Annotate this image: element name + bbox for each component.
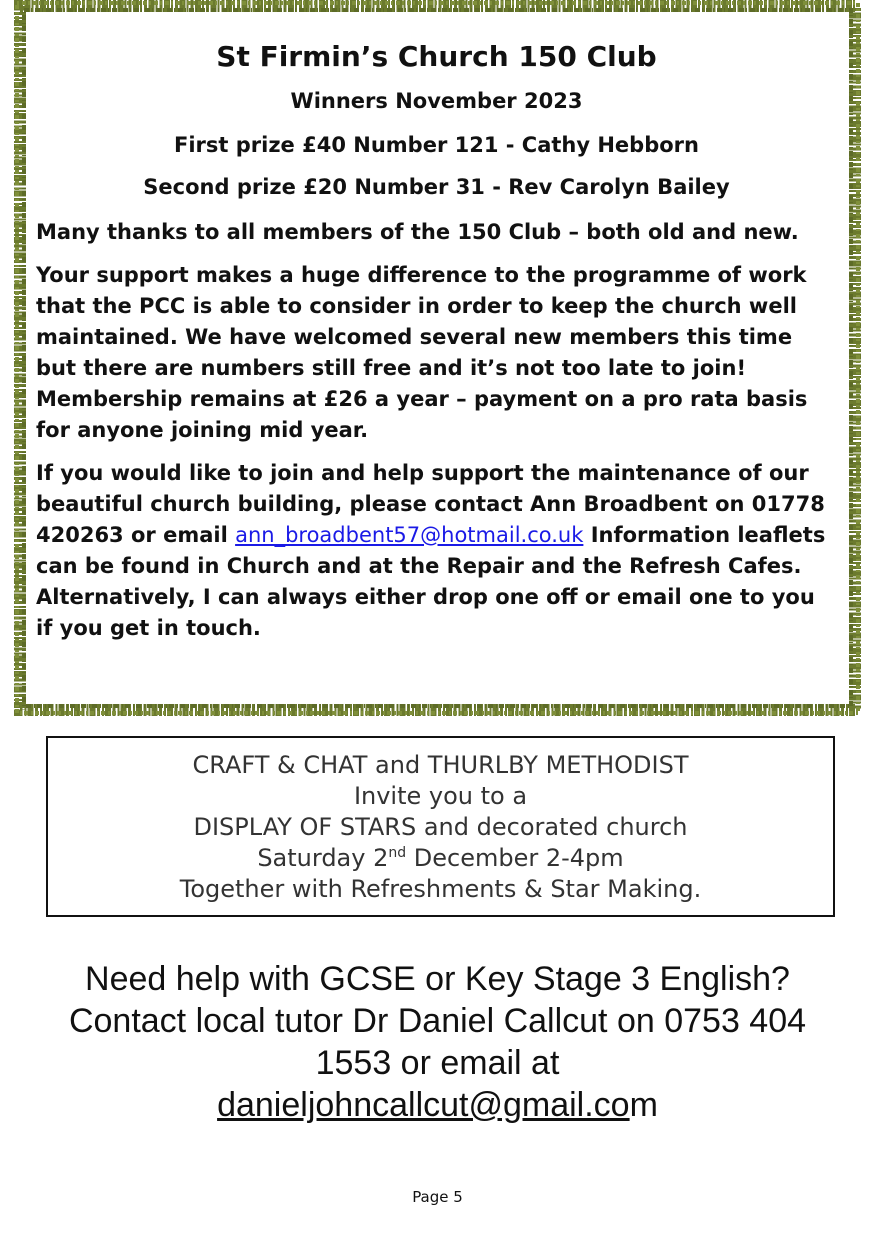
event-line-display: DISPLAY OF STARS and decorated church (193, 813, 688, 841)
club-notice-box (14, 0, 861, 716)
join-text-after: Information leaflets can be found in Church and at the Repair and the Refresh Cafes. Alternatively, I can always either drop one off or email one to you if you get in touch. (36, 523, 826, 640)
tutor-advert (40, 958, 835, 1126)
second-prize: Second prize £20 Number 31 - Rev Carolyn Bailey (143, 175, 730, 199)
event-date-after: December 2-4pm (406, 844, 624, 872)
club-title: St Firmin’s Church 150 Club (216, 40, 657, 73)
event-date-before: Saturday 2 (257, 844, 389, 872)
thanks-paragraph: Many thanks to all members of the 150 Club – both old and new. (36, 220, 799, 244)
tutor-text: Need help with GCSE or Key Stage 3 English? Contact local tutor Dr Daniel Callcut on 0753 404 1553 or email at (68, 960, 807, 1082)
join-text-before: If you would like to join and help support the maintenance of our beautiful church building, please contact Ann Broadbent on 01778 420263 or email (36, 461, 825, 547)
event-line-invite: Invite you to a (353, 782, 528, 810)
page-number: Page 5 (412, 1188, 463, 1206)
event-date-ordinal: nd (388, 845, 407, 861)
event-notice-box (46, 736, 835, 917)
event-line-refreshments: Together with Refreshments & Star Making. (179, 875, 702, 903)
event-line-date (48, 843, 833, 874)
join-paragraph (36, 458, 837, 644)
tutor-email-tail: m (629, 1086, 658, 1124)
ann-email-link[interactable]: ann_broadbent57@hotmail.co.uk (235, 523, 584, 547)
event-line-hosts: CRAFT & CHAT and THURLBY METHODIST (192, 751, 689, 779)
first-prize: First prize £40 Number 121 - Cathy Hebborn (174, 133, 699, 157)
winners-heading: Winners November 2023 (290, 89, 583, 113)
club-content (36, 22, 837, 694)
support-paragraph: Your support makes a huge difference to the programme of work that the PCC is able to consider in order to keep the church well maintained. We have welcomed several new members this time but there are numbers still free and it’s not too late to join! Membership remains at £26 a year – payment on a pro rata basis for anyone joining mid year. (36, 263, 808, 442)
tutor-email-link[interactable]: danieljohncallcut@gmail.co (217, 1086, 630, 1124)
